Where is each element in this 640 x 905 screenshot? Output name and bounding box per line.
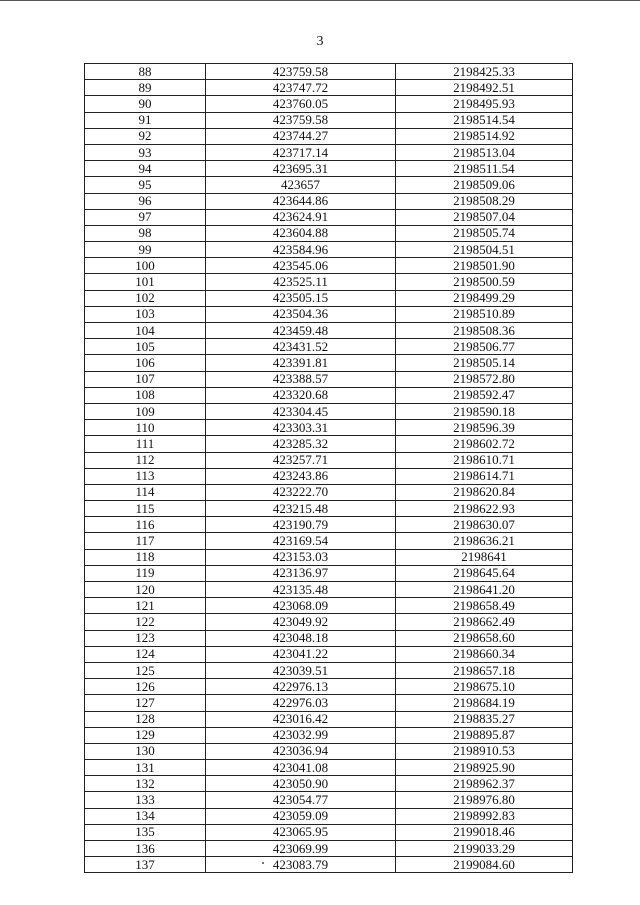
point-number-cell: 128	[85, 711, 206, 727]
x-coordinate-cell: 423036.94	[206, 743, 396, 759]
y-coordinate-cell: 2198508.36	[396, 323, 573, 339]
point-number-cell: 122	[85, 614, 206, 630]
point-number-cell: 96	[85, 193, 206, 209]
table-row	[85, 662, 573, 678]
table-row	[85, 274, 573, 290]
table-row	[85, 614, 573, 630]
x-coordinate-cell: 423604.88	[206, 225, 396, 241]
scan-top-edge	[0, 0, 640, 1]
table-row	[85, 484, 573, 500]
y-coordinate-cell: 2198510.89	[396, 306, 573, 322]
y-coordinate-cell: 2198513.04	[396, 144, 573, 160]
point-number-cell: 107	[85, 371, 206, 387]
table-row	[85, 549, 573, 565]
table-row	[85, 225, 573, 241]
table-row	[85, 727, 573, 743]
x-coordinate-cell: 423747.72	[206, 80, 396, 96]
x-coordinate-cell: 423065.95	[206, 824, 396, 840]
page-number: 3	[316, 34, 324, 49]
y-coordinate-cell: 2199018.46	[396, 824, 573, 840]
table-row	[85, 64, 573, 80]
point-number-cell: 108	[85, 387, 206, 403]
y-coordinate-cell: 2198895.87	[396, 727, 573, 743]
point-number-cell: 93	[85, 144, 206, 160]
coordinates-table-body	[85, 64, 573, 873]
table-row	[85, 760, 573, 776]
x-coordinate-cell: 423644.86	[206, 193, 396, 209]
y-coordinate-cell: 2198507.04	[396, 209, 573, 225]
point-number-cell: 105	[85, 339, 206, 355]
point-number-cell: 100	[85, 258, 206, 274]
y-coordinate-cell: 2198572.80	[396, 371, 573, 387]
x-coordinate-cell: 423285.32	[206, 436, 396, 452]
y-coordinate-cell: 2198596.39	[396, 420, 573, 436]
table-row	[85, 193, 573, 209]
y-coordinate-cell: 2198662.49	[396, 614, 573, 630]
table-row	[85, 258, 573, 274]
table-row	[85, 743, 573, 759]
y-coordinate-cell: 2198660.34	[396, 646, 573, 662]
x-coordinate-cell: 423759.58	[206, 64, 396, 80]
table-row	[85, 452, 573, 468]
point-number-cell: 134	[85, 808, 206, 824]
table-row	[85, 209, 573, 225]
x-coordinate-cell: 423525.11	[206, 274, 396, 290]
point-number-cell: 90	[85, 96, 206, 112]
point-number-cell: 123	[85, 630, 206, 646]
x-coordinate-cell: 423320.68	[206, 387, 396, 403]
x-coordinate-cell: 423391.81	[206, 355, 396, 371]
y-coordinate-cell: 2198514.54	[396, 112, 573, 128]
y-coordinate-cell: 2198500.59	[396, 274, 573, 290]
x-coordinate-cell: 423049.92	[206, 614, 396, 630]
point-number-cell: 115	[85, 501, 206, 517]
x-coordinate-cell: 423222.70	[206, 484, 396, 500]
point-number-cell: 98	[85, 225, 206, 241]
x-coordinate-cell: 423504.36	[206, 306, 396, 322]
x-coordinate-cell: 423041.08	[206, 760, 396, 776]
point-number-cell: 101	[85, 274, 206, 290]
table-row	[85, 565, 573, 581]
y-coordinate-cell: 2198504.51	[396, 242, 573, 258]
y-coordinate-cell: 2198992.83	[396, 808, 573, 824]
point-number-cell: 132	[85, 776, 206, 792]
table-row	[85, 436, 573, 452]
table-row	[85, 161, 573, 177]
y-coordinate-cell: 2198976.80	[396, 792, 573, 808]
y-coordinate-cell: 2199084.60	[396, 857, 573, 873]
scan-speck	[262, 862, 264, 864]
x-coordinate-cell: 423624.91	[206, 209, 396, 225]
table-row	[85, 112, 573, 128]
point-number-cell: 125	[85, 662, 206, 678]
y-coordinate-cell: 2198499.29	[396, 290, 573, 306]
table-row	[85, 468, 573, 484]
point-number-cell: 89	[85, 80, 206, 96]
table-row	[85, 144, 573, 160]
point-number-cell: 97	[85, 209, 206, 225]
x-coordinate-cell: 423048.18	[206, 630, 396, 646]
table-row	[85, 420, 573, 436]
y-coordinate-cell: 2198925.90	[396, 760, 573, 776]
y-coordinate-cell: 2198495.93	[396, 96, 573, 112]
y-coordinate-cell: 2198592.47	[396, 387, 573, 403]
x-coordinate-cell: 423744.27	[206, 128, 396, 144]
table-row	[85, 80, 573, 96]
point-number-cell: 103	[85, 306, 206, 322]
table-row	[85, 501, 573, 517]
x-coordinate-cell: 423083.79	[206, 857, 396, 873]
y-coordinate-cell: 2198425.33	[396, 64, 573, 80]
point-number-cell: 120	[85, 582, 206, 598]
y-coordinate-cell: 2198645.64	[396, 565, 573, 581]
table-row	[85, 808, 573, 824]
point-number-cell: 126	[85, 679, 206, 695]
x-coordinate-cell: 423136.97	[206, 565, 396, 581]
y-coordinate-cell: 2198962.37	[396, 776, 573, 792]
point-number-cell: 119	[85, 565, 206, 581]
y-coordinate-cell: 2198492.51	[396, 80, 573, 96]
y-coordinate-cell: 2198506.77	[396, 339, 573, 355]
table-row	[85, 128, 573, 144]
y-coordinate-cell: 2198835.27	[396, 711, 573, 727]
point-number-cell: 131	[85, 760, 206, 776]
table-row	[85, 533, 573, 549]
point-number-cell: 88	[85, 64, 206, 80]
y-coordinate-cell: 2198684.19	[396, 695, 573, 711]
x-coordinate-cell: 423717.14	[206, 144, 396, 160]
x-coordinate-cell: 423545.06	[206, 258, 396, 274]
y-coordinate-cell: 2198658.49	[396, 598, 573, 614]
point-number-cell: 109	[85, 403, 206, 419]
y-coordinate-cell: 2198641.20	[396, 582, 573, 598]
table-row	[85, 290, 573, 306]
point-number-cell: 106	[85, 355, 206, 371]
y-coordinate-cell: 2198602.72	[396, 436, 573, 452]
table-row	[85, 339, 573, 355]
y-coordinate-cell: 2198614.71	[396, 468, 573, 484]
x-coordinate-cell: 422976.13	[206, 679, 396, 695]
x-coordinate-cell: 423505.15	[206, 290, 396, 306]
point-number-cell: 118	[85, 549, 206, 565]
point-number-cell: 116	[85, 517, 206, 533]
x-coordinate-cell: 423388.57	[206, 371, 396, 387]
y-coordinate-cell: 2198505.74	[396, 225, 573, 241]
point-number-cell: 92	[85, 128, 206, 144]
x-coordinate-cell: 423431.52	[206, 339, 396, 355]
table-row	[85, 598, 573, 614]
x-coordinate-cell: 423069.99	[206, 841, 396, 857]
point-number-cell: 94	[85, 161, 206, 177]
y-coordinate-cell: 2198675.10	[396, 679, 573, 695]
x-coordinate-cell: 423695.31	[206, 161, 396, 177]
y-coordinate-cell: 2198658.60	[396, 630, 573, 646]
y-coordinate-cell: 2198508.29	[396, 193, 573, 209]
y-coordinate-cell: 2198511.54	[396, 161, 573, 177]
y-coordinate-cell: 2198910.53	[396, 743, 573, 759]
y-coordinate-cell: 2198641	[396, 549, 573, 565]
y-coordinate-cell: 2198636.21	[396, 533, 573, 549]
y-coordinate-cell: 2198620.84	[396, 484, 573, 500]
y-coordinate-cell: 2198501.90	[396, 258, 573, 274]
x-coordinate-cell: 423759.58	[206, 112, 396, 128]
table-row	[85, 646, 573, 662]
x-coordinate-cell: 423068.09	[206, 598, 396, 614]
point-number-cell: 113	[85, 468, 206, 484]
y-coordinate-cell: 2198622.93	[396, 501, 573, 517]
table-row	[85, 242, 573, 258]
point-number-cell: 99	[85, 242, 206, 258]
table-row	[85, 695, 573, 711]
table-row	[85, 323, 573, 339]
x-coordinate-cell: 423215.48	[206, 501, 396, 517]
y-coordinate-cell: 2198657.18	[396, 662, 573, 678]
point-number-cell: 95	[85, 177, 206, 193]
x-coordinate-cell: 423459.48	[206, 323, 396, 339]
y-coordinate-cell: 2198610.71	[396, 452, 573, 468]
table-row	[85, 517, 573, 533]
x-coordinate-cell: 423584.96	[206, 242, 396, 258]
point-number-cell: 112	[85, 452, 206, 468]
table-row	[85, 630, 573, 646]
point-number-cell: 111	[85, 436, 206, 452]
point-number-cell: 121	[85, 598, 206, 614]
y-coordinate-cell: 2198630.07	[396, 517, 573, 533]
table-row	[85, 96, 573, 112]
x-coordinate-cell: 423054.77	[206, 792, 396, 808]
table-row	[85, 679, 573, 695]
table-row	[85, 387, 573, 403]
x-coordinate-cell: 423169.54	[206, 533, 396, 549]
x-coordinate-cell: 423303.31	[206, 420, 396, 436]
y-coordinate-cell: 2198505.14	[396, 355, 573, 371]
x-coordinate-cell: 423243.86	[206, 468, 396, 484]
table-row	[85, 582, 573, 598]
x-coordinate-cell: 423039.51	[206, 662, 396, 678]
table-row	[85, 306, 573, 322]
point-number-cell: 102	[85, 290, 206, 306]
point-number-cell: 133	[85, 792, 206, 808]
y-coordinate-cell: 2198509.06	[396, 177, 573, 193]
x-coordinate-cell: 423760.05	[206, 96, 396, 112]
x-coordinate-cell: 423657	[206, 177, 396, 193]
table-row	[85, 711, 573, 727]
x-coordinate-cell: 423041.22	[206, 646, 396, 662]
x-coordinate-cell: 423257.71	[206, 452, 396, 468]
table-row	[85, 371, 573, 387]
point-number-cell: 137	[85, 857, 206, 873]
y-coordinate-cell: 2199033.29	[396, 841, 573, 857]
x-coordinate-cell: 423050.90	[206, 776, 396, 792]
point-number-cell: 124	[85, 646, 206, 662]
x-coordinate-cell: 423190.79	[206, 517, 396, 533]
table-row	[85, 792, 573, 808]
point-number-cell: 117	[85, 533, 206, 549]
x-coordinate-cell: 423304.45	[206, 403, 396, 419]
y-coordinate-cell: 2198590.18	[396, 403, 573, 419]
x-coordinate-cell: 422976.03	[206, 695, 396, 711]
x-coordinate-cell: 423032.99	[206, 727, 396, 743]
table-row	[85, 403, 573, 419]
table-row	[85, 857, 573, 873]
point-number-cell: 136	[85, 841, 206, 857]
x-coordinate-cell: 423016.42	[206, 711, 396, 727]
point-number-cell: 114	[85, 484, 206, 500]
point-number-cell: 104	[85, 323, 206, 339]
table-row	[85, 824, 573, 840]
x-coordinate-cell: 423153.03	[206, 549, 396, 565]
point-number-cell: 110	[85, 420, 206, 436]
point-number-cell: 91	[85, 112, 206, 128]
x-coordinate-cell: 423059.09	[206, 808, 396, 824]
table-row	[85, 355, 573, 371]
point-number-cell: 127	[85, 695, 206, 711]
point-number-cell: 135	[85, 824, 206, 840]
point-number-cell: 129	[85, 727, 206, 743]
x-coordinate-cell: 423135.48	[206, 582, 396, 598]
y-coordinate-cell: 2198514.92	[396, 128, 573, 144]
table-row	[85, 776, 573, 792]
table-row	[85, 177, 573, 193]
point-number-cell: 130	[85, 743, 206, 759]
coordinates-table	[84, 63, 573, 873]
table-row	[85, 841, 573, 857]
